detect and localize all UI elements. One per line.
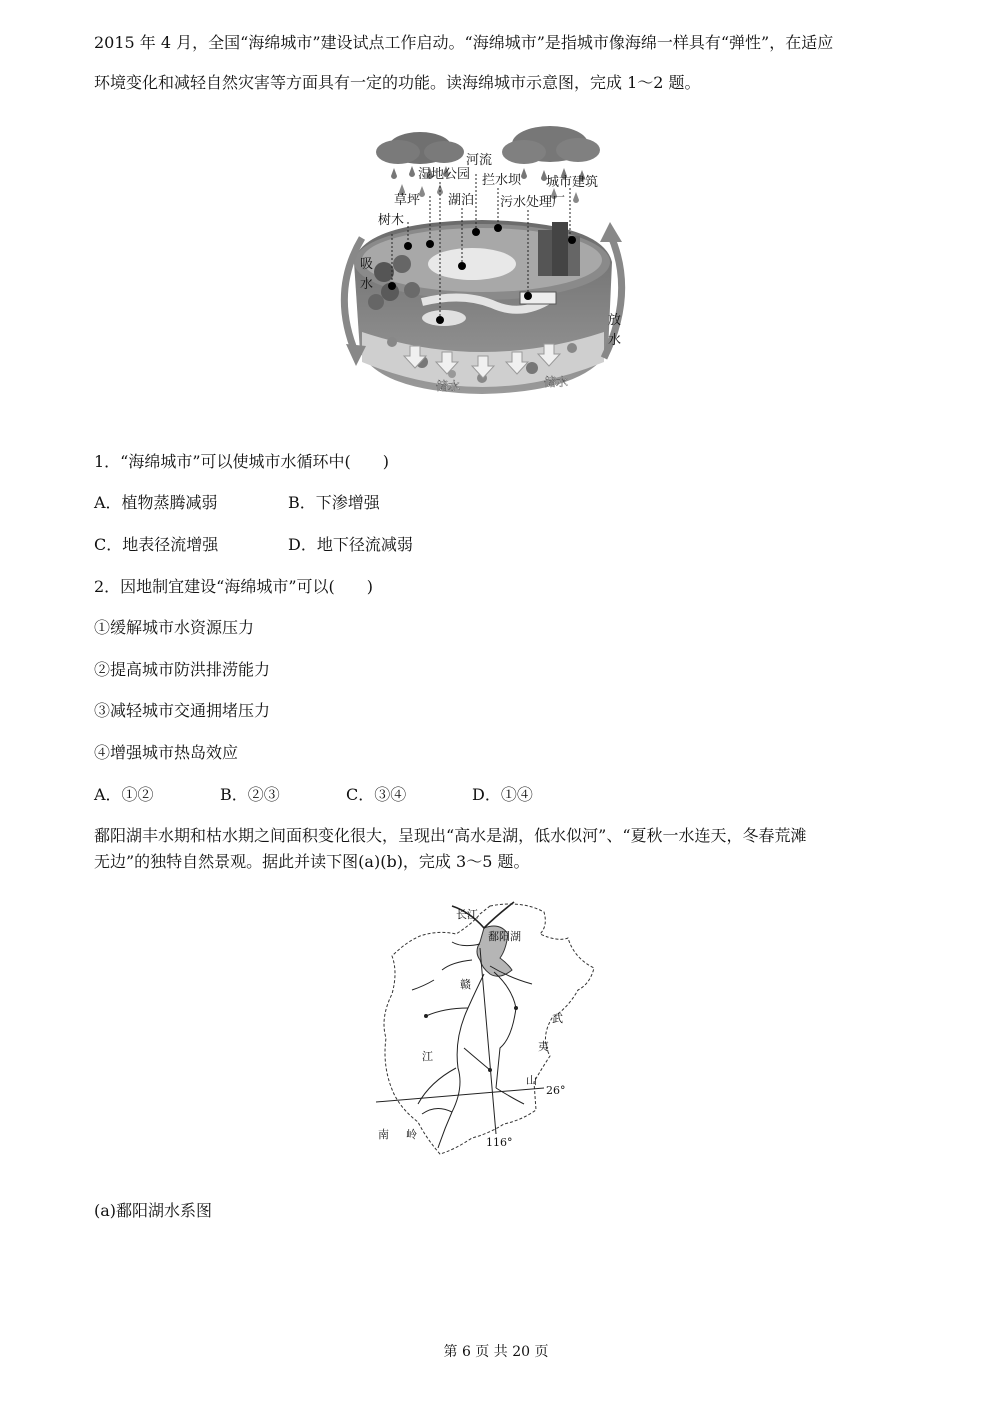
intro-paragraph-2-line-1: 鄱阳湖丰水期和枯水期之间面积变化很大，呈现出“高水是湖，低水似河”、“夏秋一水连天，冬春荒滩	[94, 826, 807, 845]
label-latitude: 26°	[546, 1084, 566, 1097]
label-absorb-2: 水	[360, 277, 374, 292]
q2-item-2: ②提高城市防洪排涝能力	[94, 660, 271, 679]
q2-item-4: ④增强城市热岛效应	[94, 743, 239, 762]
cloud-left-icon	[376, 132, 464, 197]
label-release-2: 水	[608, 333, 622, 348]
q1-option-d[interactable]: D．地下径流减弱	[288, 535, 413, 554]
river-network	[412, 942, 532, 1148]
q2-item-1: ①缓解城市水资源压力	[94, 618, 255, 637]
q2-option-b[interactable]: B．②③	[220, 785, 280, 804]
intro-paragraph-1-line-1: 2015 年 4 月，全国“海绵城市”建设试点工作启动。“海绵城市”是指城市像海绵一样具有“弹性”，在适应	[94, 33, 834, 52]
poyang-water-system-map	[372, 898, 604, 1160]
q2-item-3: ③减轻城市交通拥堵压力	[94, 701, 271, 720]
sponge-city-diagram	[332, 122, 638, 424]
label-storage-left: 储水	[436, 379, 461, 393]
page-footer: 第 6 页 共 20 页	[443, 1344, 549, 1360]
label-wetland-park: 湿地公园	[418, 167, 471, 182]
label-longitude: 116°	[486, 1136, 513, 1149]
label-shan: 山	[526, 1074, 537, 1087]
label-changjiang: 长江	[456, 908, 478, 921]
figure-caption-a: (a)鄱阳湖水系图	[94, 1201, 213, 1220]
label-sewage-plant: 污水处理厂	[500, 195, 566, 210]
label-release-1: 放	[608, 313, 622, 328]
label-city-building: 城市建筑	[546, 175, 599, 190]
q2-option-a[interactable]: A．①②	[94, 785, 154, 804]
question-2-stem: 2．因地制宜建设“海绵城市”可以( )	[94, 577, 374, 596]
label-storage-right: 储水	[544, 375, 569, 389]
latitude-26-line	[376, 1088, 544, 1102]
label-ling: 岭	[406, 1128, 417, 1141]
cloud-right-icon	[502, 126, 600, 203]
q1-option-b[interactable]: B．下渗增强	[288, 493, 380, 512]
wetland-shape	[422, 310, 466, 326]
label-lake: 湖泊	[448, 193, 475, 208]
label-nan: 南	[378, 1128, 389, 1141]
q2-option-d[interactable]: D．①④	[472, 785, 533, 804]
label-jiang: 江	[422, 1050, 433, 1063]
label-poyang-lake: 鄱阳湖	[488, 930, 521, 943]
q2-option-c[interactable]: C．③④	[346, 785, 407, 804]
intro-paragraph-2-line-2: 无边”的独特自然景观。据此并读下图(a)(b)，完成 3～5 题。	[94, 852, 530, 871]
label-gan: 赣	[460, 978, 471, 991]
label-grassland: 草坪	[394, 193, 421, 208]
label-dam: 拦水坝	[482, 173, 522, 188]
lake-shape	[428, 248, 516, 280]
label-river: 河流	[466, 153, 493, 168]
q1-option-c[interactable]: C．地表径流增强	[94, 535, 219, 554]
q1-option-a[interactable]: A．植物蒸腾减弱	[94, 493, 218, 512]
label-absorb-1: 吸	[360, 257, 374, 272]
label-wu: 武	[552, 1012, 563, 1025]
label-yi: 夷	[538, 1040, 549, 1053]
question-1-stem: 1．“海绵城市”可以使城市水循环中( )	[94, 452, 390, 471]
intro-paragraph-1-line-2: 环境变化和减轻自然灾害等方面具有一定的功能。读海绵城市示意图，完成 1～2 题。	[94, 73, 701, 92]
label-trees: 树木	[378, 213, 405, 228]
